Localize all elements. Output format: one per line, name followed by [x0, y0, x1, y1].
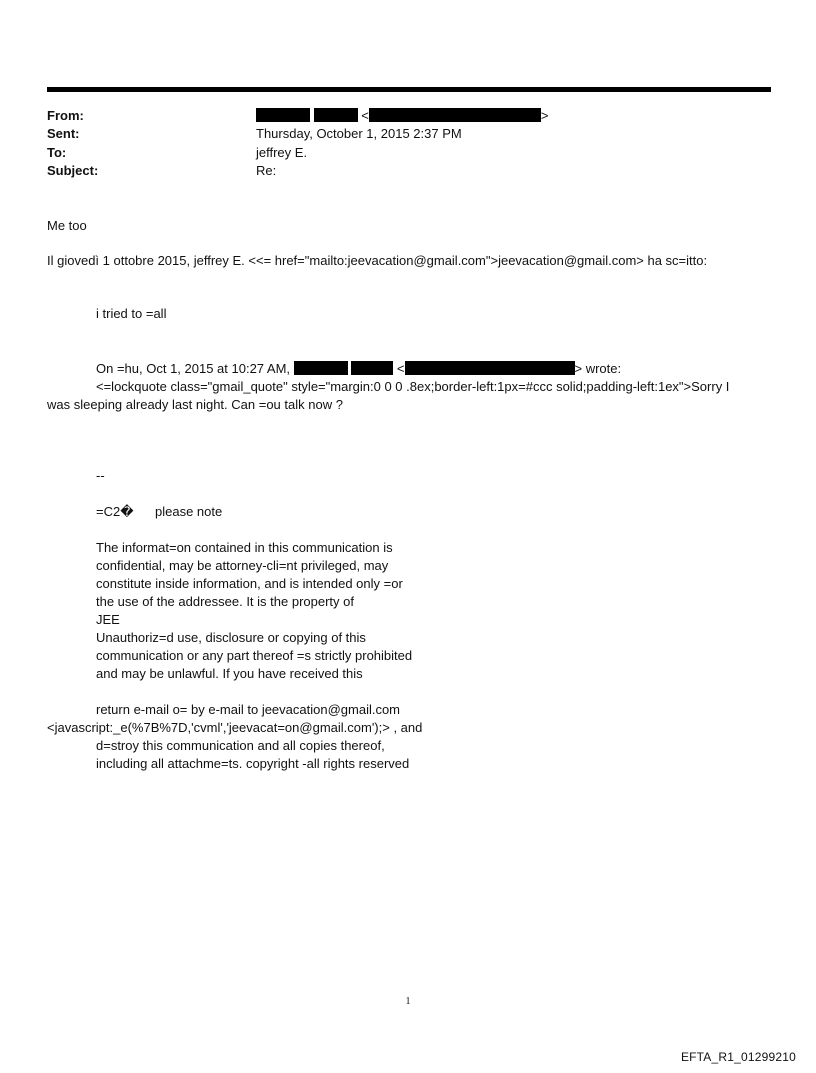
disclaimer-line: Unauthoriz=d use, disclosure or copying of this: [96, 630, 366, 645]
bates-number: EFTA_R1_01299210: [680, 1050, 796, 1064]
redaction-block: [369, 108, 541, 122]
javascript-line: <javascript:_e(%7B%7D,'cvml','jeevacat=on@gmail.com');> , and: [47, 720, 423, 735]
copyright-line: including all attachme=ts. copyright -all rights reserved: [96, 756, 410, 771]
subject-value: Re:: [256, 163, 277, 178]
body-line-reply-header: Il giovedì 1 ottobre 2015, jeffrey E. <<= href="mailto:jeevacation@gmail.com">jeevacation@gmail.com> ha sc=itto:: [47, 253, 708, 268]
to-label: To:: [47, 145, 67, 160]
disclaimer-line: the use of the addressee. It is the property of: [96, 594, 354, 609]
disclaimer-line: JEE: [96, 612, 120, 627]
redaction-block: [294, 361, 348, 375]
sent-value: Thursday, October 1, 2015 2:37 PM: [256, 126, 462, 141]
redaction-block: [314, 108, 358, 122]
destroy-line: d=stroy this communication and all copies thereof,: [96, 738, 385, 753]
disclaimer-line: confidential, may be attorney-cli=nt privileged, may: [96, 558, 389, 573]
from-lt: <: [361, 108, 369, 123]
disclaimer-line: communication or any part thereof =s strictly prohibited: [96, 648, 413, 663]
return-line: return e-mail o= by e-mail to jeevacation@gmail.com: [96, 702, 401, 717]
c2-garble: =C2�: [96, 504, 134, 519]
body-line-me-too: Me too: [47, 218, 87, 233]
blockquote-line-a: <=lockquote class="gmail_quote" style="margin:0 0 0 .8ex;border-left:1px=#ccc solid;padding-left:1ex">Sorry I: [96, 379, 730, 394]
quoted-on-line: [96, 361, 621, 376]
header-rule: [47, 87, 771, 92]
to-value: jeffrey E.: [256, 145, 308, 160]
body-line-tried: i tried to =all: [96, 306, 167, 321]
from-label: From:: [47, 108, 84, 123]
from-value: [256, 108, 548, 123]
redaction-block: [405, 361, 575, 375]
disclaimer-line: The informat=on contained in this communication is: [96, 540, 393, 555]
from-gt: >: [540, 108, 549, 123]
blockquote-line-b: was sleeping already last night. Can =ou talk now ?: [47, 397, 343, 412]
disclaimer-line: and may be unlawful. If you have received this: [96, 666, 363, 681]
sent-label: Sent:: [47, 126, 80, 141]
on-lt: <: [396, 361, 405, 376]
on-prefix: On =hu, Oct 1, 2015 at 10:27 AM,: [96, 361, 291, 376]
redaction-block: [351, 361, 393, 375]
please-note: please note: [155, 504, 223, 519]
on-suffix: > wrote:: [574, 361, 622, 376]
page-number: 1: [405, 996, 411, 1007]
subject-label: Subject:: [47, 163, 99, 178]
signature-dash: --: [96, 468, 105, 483]
redaction-block: [256, 108, 310, 122]
disclaimer-line: constitute inside information, and is intended only =or: [96, 576, 403, 591]
